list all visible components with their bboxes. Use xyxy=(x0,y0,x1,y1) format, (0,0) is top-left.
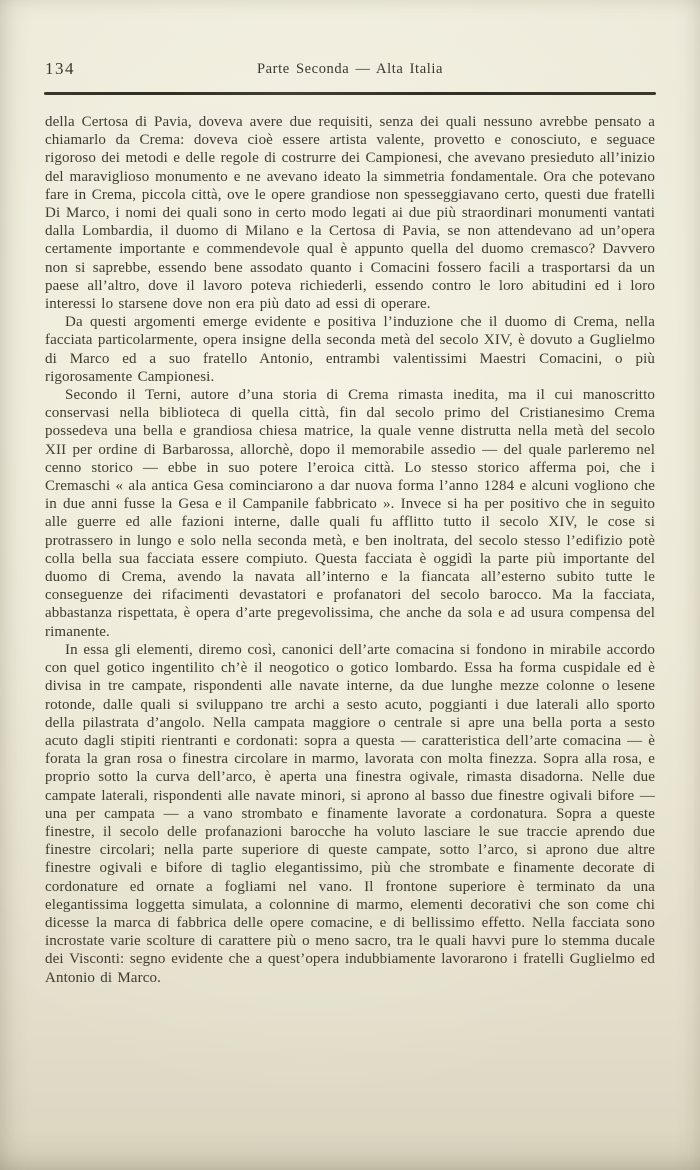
page-header xyxy=(45,59,655,81)
header-rule xyxy=(44,92,656,95)
page-number: 134 xyxy=(45,59,75,78)
paragraph: Da questi argomenti emerge evidente e positiva l’induzione che il duomo di Crema, nella facciata particolarmente, opera insigne della seconda metà del secolo XIV, è dovuto a Guglielmo di Marco ed a suo fratello Antonio, entrambi valentissimi Maestri Comacini, o più rigorosamente Campionesi. xyxy=(45,314,655,385)
paragraph: Secondo il Terni, autore d’una storia di Crema rimasta inedita, ma il cui manoscritto conservasi nella biblioteca di quella città, fin dal secolo primo del Cristianesimo Crema possedeva una bella e grandiosa chiesa matrice, la quale venne distrutta nella metà del secolo XII per ordine di Barbarossa, allorchè, dopo il memorabile assedio — del quale parleremo nel cenno storico — ebbe in suo potere l’eroica città. Lo stesso storico afferma poi, che i Cremaschi « ala antica Gesa cominciarono a dar nuova forma l’anno 1284 e alcuni vogliono che in due anni fusse la Gesa e il Campanile fabbricato ». Invece si ha per positivo che in seguito alle guerre ed alle fazioni interne, dalle quali fu afflitto tutto il secolo XIV, le cose si protrassero in lungo e solo nella seconda metà, e ben inoltrata, del secolo stesso l’edifizio potè colla bella sua facciata essere compiuto. Questa facciata è oggidì la parte più importante del duomo di Crema, avendo la navata all’interno e la fiancata all’esterno subito tutte le conseguenze dei rifacimenti devastatori e profanatori del secolo barocco. Ma la facciata, abbastanza rispettata, è opera d’arte pregevolissima, che anche da sola e ad usura compensa del rimanente. xyxy=(45,387,655,640)
paragraph: In essa gli elementi, diremo così, canonici dell’arte comacina si fondono in mirabile accordo con quel gotico ingentilito ch’è il neogotico o gotico lombardo. Essa ha forma cuspidale ed è divisa in tre campate, rispondenti alle navate interne, da due lunghe mezze colonne o lesene rotonde, dalle quali si sviluppano tre archi a sesto acuto, poggianti i due laterali allo sporto della pilastrata d’angolo. Nella campata maggiore o centrale si apre una bella porta a sesto acuto dagli stipiti rientranti e cordonati: sopra a questa — caratteristica dell’arte comacina — è forata la gran rosa o finestra circolare in marmo, lavorata con molta finezza. Sopra alla rosa, e proprio sotto la curva dell’arco, è aperta una finestra ogivale, rimasta disadorna. Nelle due campate laterali, rispondenti alle navate minori, si aprono al basso due finestre ogivali bifore — una per campata — a vano strombato e finamente lavorate a cordonatura. Sopra a queste finestre, il secolo delle profanazioni barocche ha voluto lasciare le sue traccie aprendo due finestre circolari; nella parte superiore di queste campate, sotto l’arco, si aprono due altre finestre ogivali e bifore di taglio elegantissimo, più che strombate e finamente decorate di cordonature ed ornate a fogliami nel vano. Il frontone superiore è terminato da una elegantissima loggetta simulata, a colonnine di marmo, elementi decorativi che son come chi dicesse la marca di fabbrica delle opere comacine, e di bellissimo effetto. Nella facciata sono incrostate varie scolture di carattere più o meno sacro, tra le quali havvi pure lo stemma ducale dei Visconti: segno evidente che a quest’opera indubbiamente lavorarono i fratelli Guglielmo ed Antonio di Marco. xyxy=(45,641,655,986)
body-text xyxy=(45,113,655,987)
paragraph-continuation: della Certosa di Pavia, doveva avere due requisiti, senza dei quali nessuno avrebbe pensato a chiamarlo da Crema: doveva cioè essere artista valente, provetto e conosciuto, e seguace rigoroso dei metodi e delle regole di costrurre dei Campionesi, che avevano presieduto all’inizio del maraviglioso monumento e ne avevano ideato la simmetria fondamentale. Ora che potevano fare in Crema, piccola città, ove le opere grandiose non spesseggiavano certo, questi due fratelli Di Marco, i nomi dei quali sono in certo modo legati ai due più straordinari monumenti vantati dalla Lombardia, il duomo di Milano e la Certosa di Pavia, se non attendevano ad un’opera certamente importante e commendevole qual è appunto quella del duomo cremasco? Davvero non si saprebbe, essendo bene assodato quanto i Comacini fossero facili a trasportarsi da un paese all’altro, dove il lavoro poteva richiederli, essendo contro le loro abitudini ed i loro interessi lo starsene dove non era più dato ad essi di operare. xyxy=(45,114,655,313)
running-header-title: Parte Seconda — Alta Italia xyxy=(256,61,444,77)
